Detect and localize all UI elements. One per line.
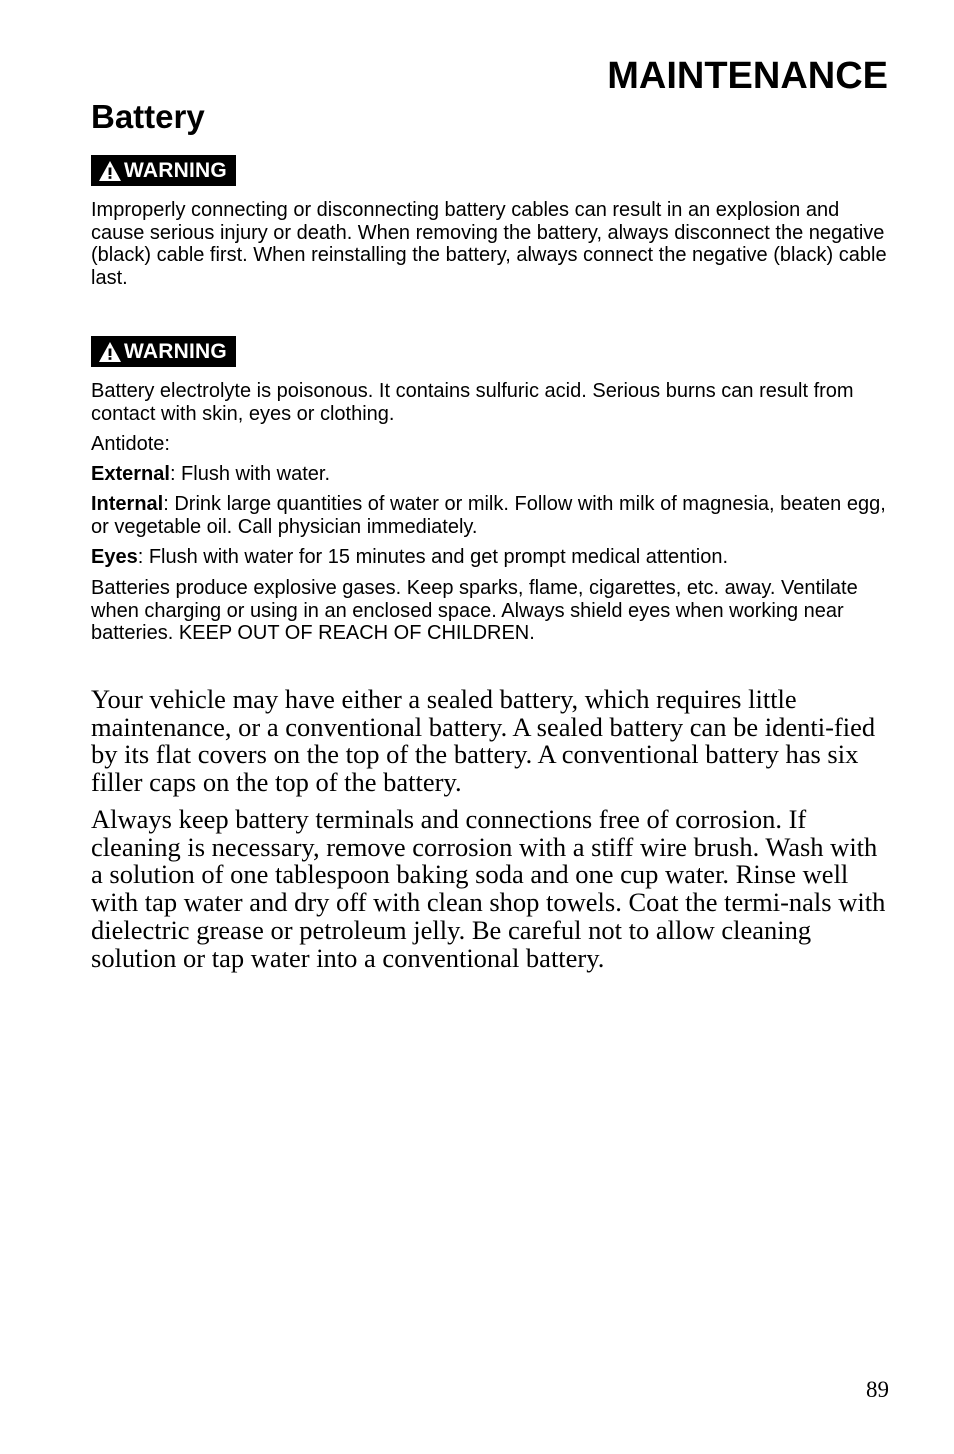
internal-text: : Drink large quantities of water or milk. Follow with milk of magnesia, beaten egg, or vegetable oil. Call physician immediately. <box>91 493 886 538</box>
warning-triangle-icon <box>98 341 122 363</box>
eyes-text: : Flush with water for 15 minutes and get prompt medical attention. <box>137 546 729 568</box>
warning-text: Improperly connecting or disconnecting battery cables can result in an explosion and cause serious injury or death. When removing the battery, always disconnect the negative (black) cable first. When reinstalling the battery, always connect the negative (black) cable last. <box>91 199 887 289</box>
electrolyte-warning-text: Battery electrolyte is poisonous. It contains sulfuric acid. Serious burns can result from contact with skin, eyes or clothing. <box>91 380 854 425</box>
warning-triangle-icon <box>98 160 122 182</box>
explosive-gases-warning: Batteries produce explosive gases. Keep sparks, flame, cigarettes, etc. away. Ventilate when charging or using in an enclosed space. Always shield eyes when working near batteries. KEEP OUT OF REACH OF CHILDREN. <box>91 577 858 645</box>
antidote-external <box>91 463 891 486</box>
body-paragraph: Your vehicle may have either a sealed battery, which requires little maintenance, or a conventional battery. A sealed battery can be identi-fied by its flat covers on the top of the battery. A conventional battery has six filler caps on the top of the battery. <box>91 684 876 798</box>
body-paragraph: Always keep battery terminals and connections free of corrosion. If cleaning is necessary, remove corrosion with a stiff wire brush. Wash with a solution of one tablespoon baking soda and one cup water. Rinse well with tap water and dry off with clean shop towels. Coat the termi-nals with dielectric grease or petroleum jelly. Be careful not to allow cleaning solution or tap water into a conventional battery. <box>91 804 886 973</box>
chapter-title: MAINTENANCE <box>607 55 888 97</box>
warning-label: WARNING <box>124 339 227 363</box>
antidote-label: Antidote: <box>91 433 170 455</box>
external-label: External <box>91 463 170 485</box>
warning-badge <box>91 336 236 367</box>
antidote-eyes <box>91 546 891 569</box>
page-number: 89 <box>866 1377 889 1402</box>
warning-label: WARNING <box>124 158 227 182</box>
antidote-internal <box>91 493 891 538</box>
warning-badge <box>91 155 236 186</box>
internal-label: Internal <box>91 493 164 515</box>
section-title: Battery <box>91 98 205 135</box>
eyes-label: Eyes <box>91 546 138 568</box>
external-text: : Flush with water. <box>169 463 330 485</box>
